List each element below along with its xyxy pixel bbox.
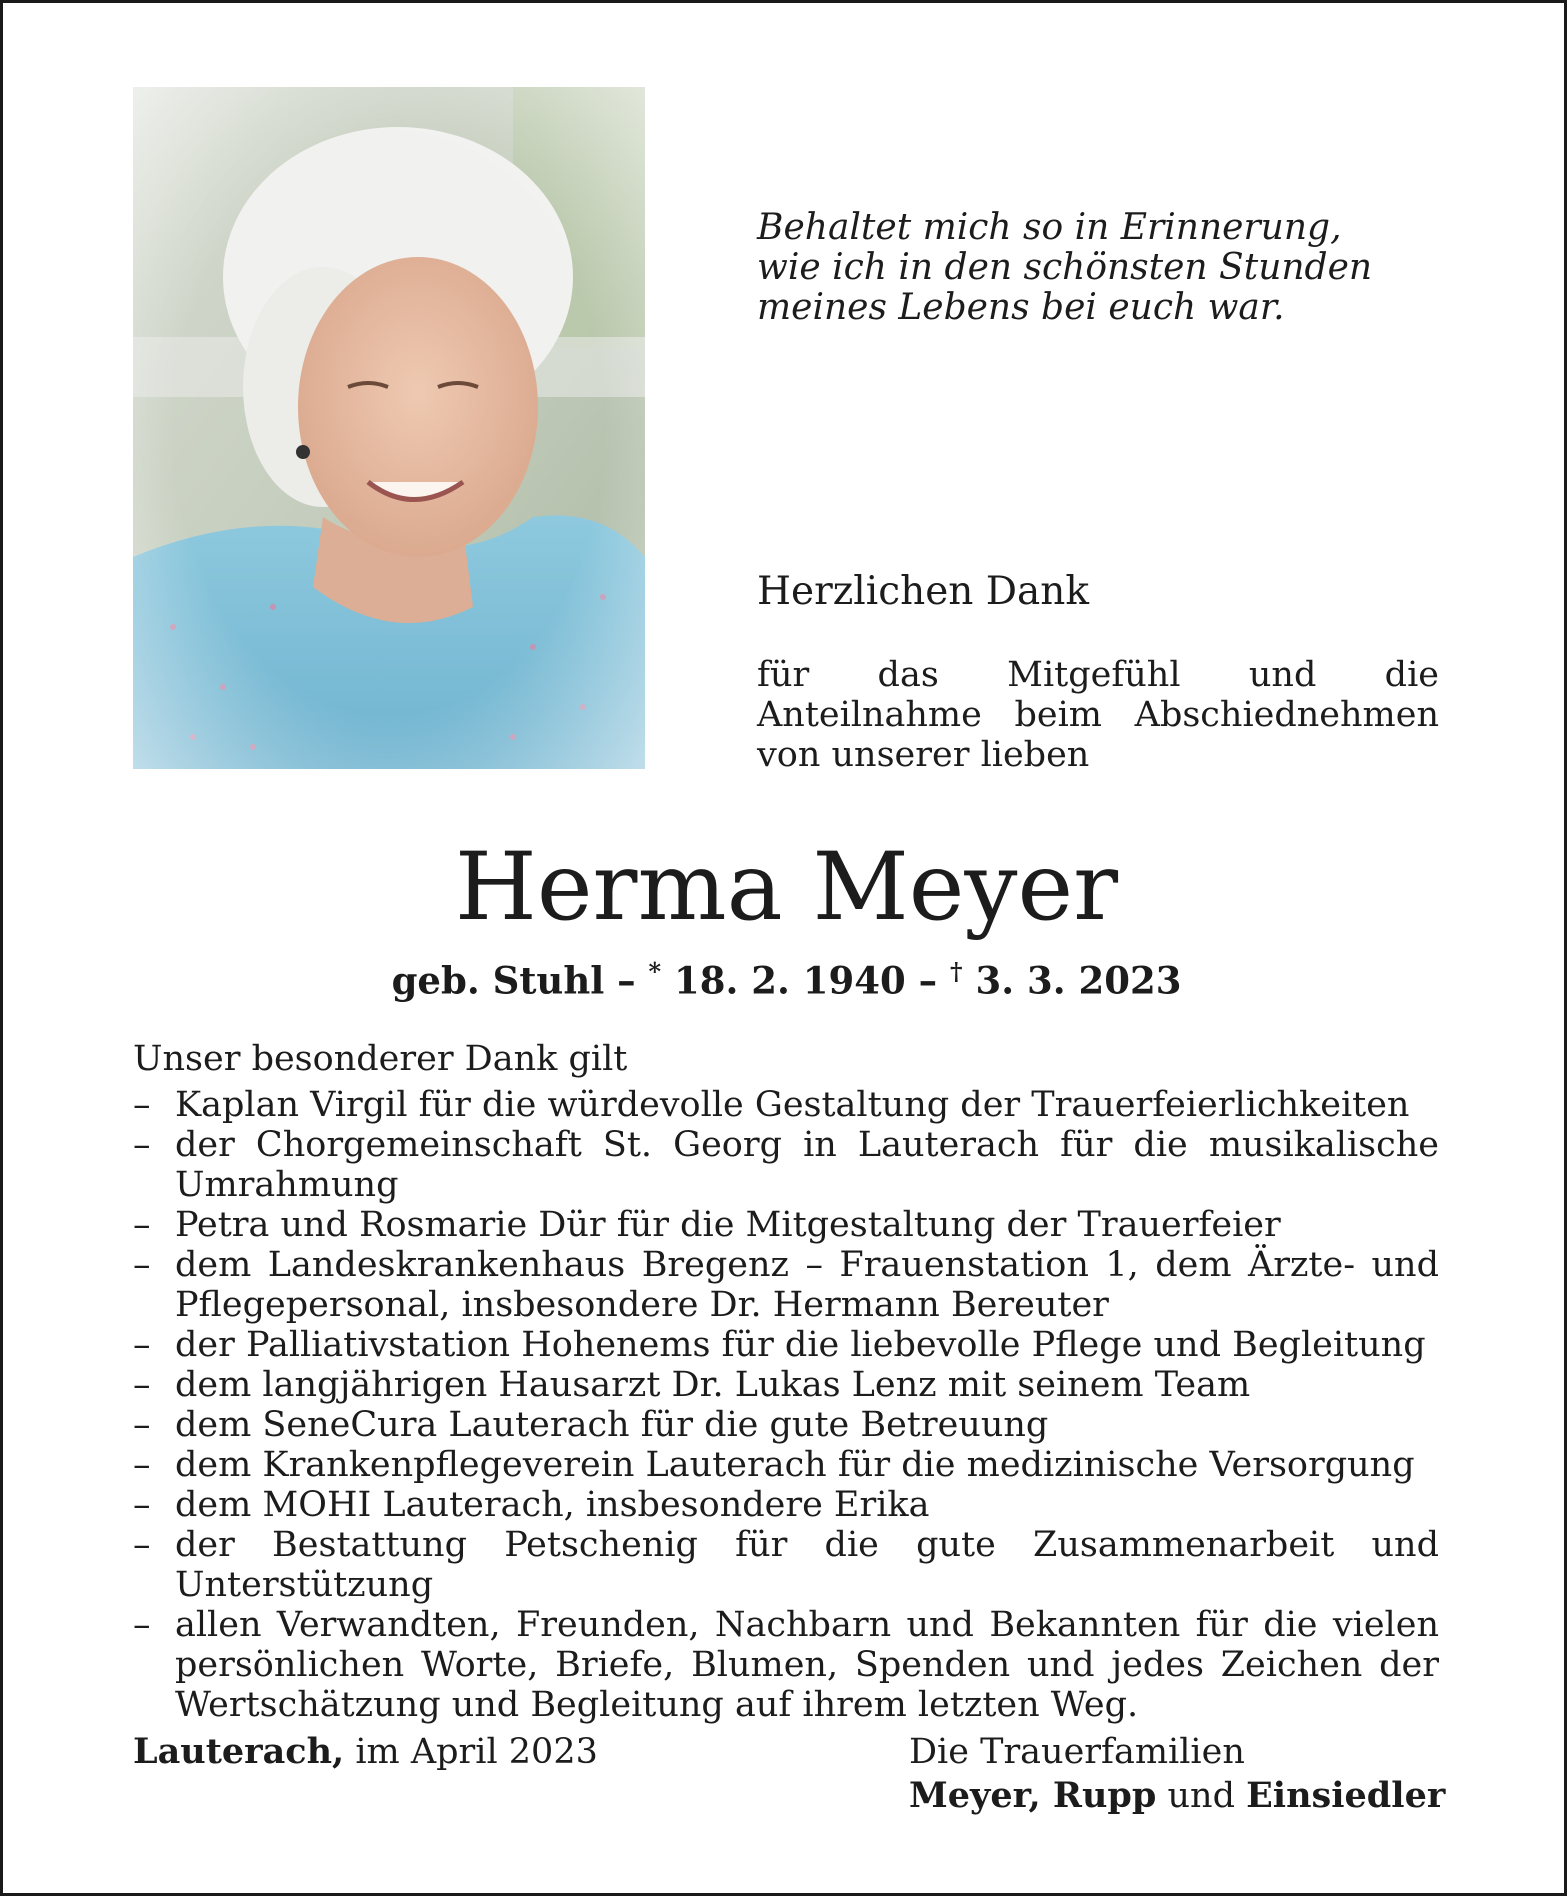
maiden-name: geb. Stuhl xyxy=(391,958,605,1003)
date-separator: – xyxy=(905,958,950,1003)
place-name: Lauterach, xyxy=(133,1731,345,1772)
families-label: Die Trauerfamilien xyxy=(909,1732,1245,1772)
family-joiner: und xyxy=(1156,1776,1247,1816)
quote-line: meines Lebens bei euch war. xyxy=(757,287,1285,328)
death-symbol: † xyxy=(950,957,963,986)
special-thanks-intro: Unser besonderer Dank gilt xyxy=(133,1039,628,1079)
death-date: 3. 3. 2023 xyxy=(962,958,1182,1003)
life-dates xyxy=(3,949,1567,1003)
deceased-name: Herma Meyer xyxy=(454,833,1119,942)
list-item: – Petra und Rosmarie Dür für die Mitgestaltung der Trauerfeier xyxy=(133,1205,1439,1245)
list-item: – der Chorgemeinschaft St. Georg in Lauterach für die musikalische Umrahmung xyxy=(133,1125,1439,1205)
portrait-photo xyxy=(133,87,645,769)
thanks-text: für das Mitgefühl und die Anteilnahme beim Abschiednehmen von unserer lieben xyxy=(757,655,1439,775)
family-names xyxy=(909,1774,1445,1818)
quote-line: Behaltet mich so in Erinnerung, xyxy=(757,207,1342,248)
list-item: – allen Verwandten, Freunden, Nachbarn und Bekannten für die vielen persönlichen Worte, Briefe, Blumen, Spenden und jedes Zeichen der Wertschätzung und Begleitung auf ihrem letzten Weg. xyxy=(133,1605,1439,1725)
family-name: Einsiedler xyxy=(1246,1775,1446,1816)
list-item: – dem langjährigen Hausarzt Dr. Lukas Lenz mit seinem Team xyxy=(133,1365,1439,1405)
place-date xyxy=(133,1730,598,1774)
portrait-photo-icon xyxy=(133,87,645,769)
list-item: – dem SeneCura Lauterach für die gute Betreuung xyxy=(133,1405,1439,1445)
birth-symbol: * xyxy=(648,957,662,986)
list-item: – der Palliativstation Hohenems für die liebevolle Pflege und Begleitung xyxy=(133,1325,1439,1365)
thanks-list xyxy=(133,1085,1439,1725)
quote-line: wie ich in den schönsten Stunden xyxy=(757,247,1373,288)
mourning-families xyxy=(909,1730,1445,1818)
list-item: – dem Landeskrankenhaus Bregenz – Frauenstation 1, dem Ärzte- und Pflegepersonal, insbesondere Dr. Hermann Bereuter xyxy=(133,1245,1439,1325)
list-item: – dem MOHI Lauterach, insbesondere Erika xyxy=(133,1485,1439,1525)
list-item: – Kaplan Virgil für die würdevolle Gestaltung der Trauerfeierlichkeiten xyxy=(133,1085,1439,1125)
notice-date: im April 2023 xyxy=(344,1732,598,1772)
birth-date: 18. 2. 1940 xyxy=(661,958,906,1003)
date-separator: – xyxy=(604,958,649,1003)
memorial-quote xyxy=(757,207,1373,328)
family-name: Meyer, Rupp xyxy=(909,1775,1157,1816)
thanks-title: Herzlichen Dank xyxy=(757,569,1090,614)
list-item: – der Bestattung Petschenig für die gute Zusammenarbeit und Unterstützung xyxy=(133,1525,1439,1605)
list-item: – dem Krankenpflegeverein Lauterach für die medizinische Versorgung xyxy=(133,1445,1439,1485)
